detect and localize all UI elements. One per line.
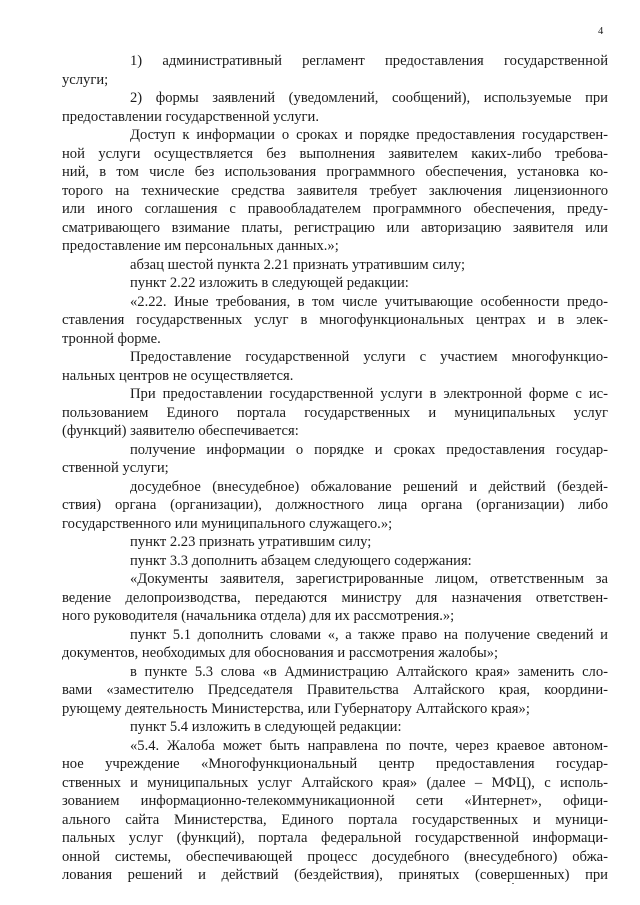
text-line: ственных и муниципальных услуг Алтайского края» (далее – МФЦ), с исполь- xyxy=(62,774,608,791)
page-number: 4 xyxy=(598,26,604,37)
paragraph xyxy=(62,626,608,663)
text-line: пункт 5.1 дополнить словами «, а также право на получение сведений и xyxy=(130,626,608,643)
text-line: вами «заместителю Председателя Правительства Алтайского края, координи- xyxy=(62,682,608,698)
text-line: «2.22. Иные требования, в том числе учитывающие особенности предо- xyxy=(130,293,608,310)
text-line: государственного или муниципального служащего.»; xyxy=(62,515,393,532)
paragraph xyxy=(62,570,608,626)
text-line: ное учреждение «Многофункциональный центр предоставления государ- xyxy=(62,756,608,772)
text-line: ний, в том числе без использования программного обеспечения, установка ко- xyxy=(62,164,608,180)
text-line: ставления государственных услуг в многофункциональных центрах и в элек- xyxy=(62,312,608,328)
text-line: При предоставлении государственной услуги в электронной форме с ис- xyxy=(130,386,608,402)
text-line: рующему деятельность Министерства, или Губернатору Алтайского края»; xyxy=(62,700,530,717)
text-line: Доступ к информации о сроках и порядке предоставления государствен- xyxy=(130,127,608,143)
text-line: онной системы, обеспечивающей процесс досудебного (внесудебного) обжа- xyxy=(62,848,608,865)
text-line: Предоставление государственной услуги с участием многофункцио- xyxy=(130,349,608,365)
paragraph xyxy=(130,552,608,571)
text-line: получение информации о порядке и сроках предоставления государ- xyxy=(130,441,608,458)
text-line: пользованием Единого портала государственных и муниципальных услуг xyxy=(62,404,608,421)
text-line: в пункте 5.3 слова «в Администрацию Алтайского края» заменить сло- xyxy=(130,663,608,680)
paragraph xyxy=(62,441,608,478)
text-line: «Документы заявителя, зарегистрированные лицом, ответственным за xyxy=(130,571,608,587)
paragraph xyxy=(130,718,608,737)
paragraph xyxy=(62,663,608,719)
document-body xyxy=(62,52,608,885)
text-line: пункт 3.3 дополнить абзацем следующего содержания: xyxy=(130,552,472,569)
text-line: ального сайта Министерства, Единого портала государственных и муници- xyxy=(62,811,608,828)
paragraph xyxy=(130,533,608,552)
text-line: пальных услуг (функций), портала федеральной государственной информаци- xyxy=(62,830,608,846)
text-line: торого на технические средства заявителя требует заключения лицензионного xyxy=(62,182,608,199)
paragraph xyxy=(62,293,608,349)
paragraph xyxy=(130,256,608,275)
text-line: ствия) органа (организации), должностного лица органа (организации) либо xyxy=(62,497,608,513)
paragraph xyxy=(62,348,608,385)
paragraph xyxy=(130,274,608,293)
text-line: (функций) заявителю обеспечивается: xyxy=(62,423,299,439)
scan-speck xyxy=(512,883,514,884)
text-line: ной услуги осуществляется без выполнения заявителем каких-либо требова- xyxy=(62,145,608,162)
text-line: услуги; xyxy=(62,71,109,88)
paragraph xyxy=(62,89,608,126)
text-line: предоставлении государственной услуги. xyxy=(62,108,319,125)
text-line: 1) административный регламент предоставления государственной xyxy=(130,53,608,69)
text-line: абзац шестой пункта 2.21 признать утратившим силу; xyxy=(130,256,466,273)
text-line: нальных центров не осуществляется. xyxy=(62,367,294,384)
text-line: ственной услуги; xyxy=(62,460,169,476)
text-line: пункт 2.23 признать утратившим силу; xyxy=(130,534,372,550)
paragraph xyxy=(62,52,608,89)
text-line: сматривающего взимание платы, регистрацию или авторизацию заявителя или xyxy=(62,219,608,236)
text-line: тронной форме. xyxy=(62,330,161,347)
text-line: зованием информационно-телекоммуникационной сети «Интернет», офици- xyxy=(62,793,608,809)
text-line: досудебное (внесудебное) обжалование решений и действий (бездей- xyxy=(130,478,608,495)
paragraph xyxy=(62,126,608,256)
text-line: или иного соглашения с правообладателем программного обеспечения, преду- xyxy=(62,201,608,217)
text-line: 2) формы заявлений (уведомлений, сообщений), используемые при xyxy=(130,90,608,106)
text-line: лования решений и действий (бездействия), принятых (совершенных) при xyxy=(62,867,608,883)
text-line: ведение делопроизводства, передаются министру для назначения ответствен- xyxy=(62,589,608,606)
text-line: документов, необходимых для обоснования и рассмотрения жалобы»; xyxy=(62,645,499,661)
text-line: ного руководителя (начальника отдела) для их рассмотрения.»; xyxy=(62,608,455,624)
text-line: пункт 5.4 изложить в следующей редакции: xyxy=(130,719,402,735)
paragraph xyxy=(62,478,608,534)
text-line: пункт 2.22 изложить в следующей редакции: xyxy=(130,275,409,291)
text-line: предоставление им персональных данных.»; xyxy=(62,238,339,254)
text-line: «5.4. Жалоба может быть направлена по почте, через краевое автоном- xyxy=(130,737,608,754)
paragraph xyxy=(62,737,608,885)
paragraph xyxy=(62,385,608,441)
